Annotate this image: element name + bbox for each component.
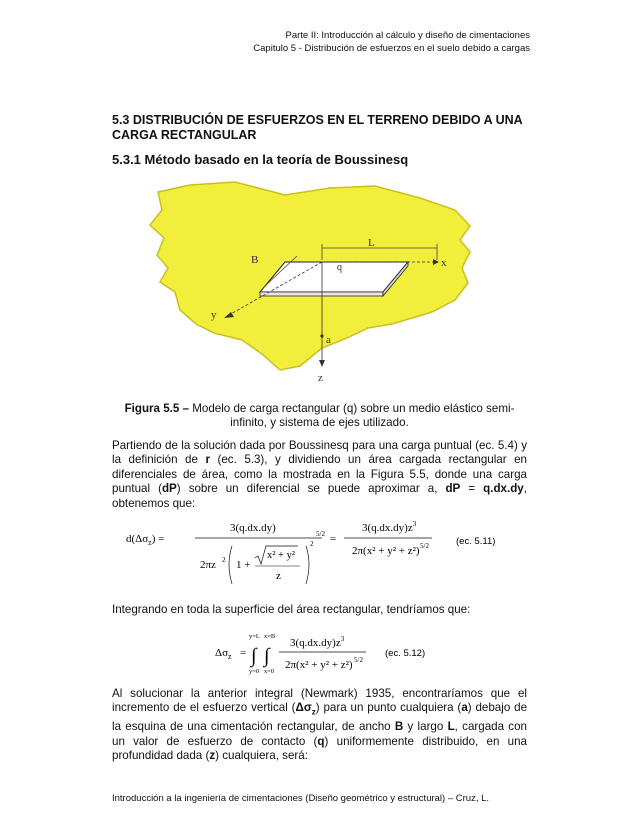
paragraph-2: Integrando en toda la superficie del área rectangular, tendríamos que: [112, 603, 471, 616]
paragraph-3 [112, 687, 527, 763]
eq1-sqrt-content: x² + y² [267, 550, 295, 561]
eq1-number: (ec. 5.11) [456, 536, 496, 547]
eq1-exp-outer: 5/2 [316, 530, 325, 538]
paragraph-1 [112, 439, 527, 511]
eq1-den1-b: 1 + [236, 559, 251, 571]
caption-text1: Modelo de carga rectangular (q) sobre un medio elástico semi- [189, 402, 515, 415]
eq1-den2: 2π(x² + y² + z²) [352, 545, 420, 557]
p3-q: q [317, 734, 325, 748]
p1-qdxdy: q.dx.dy [483, 482, 524, 496]
z-axis-arrow [319, 360, 325, 367]
label-q: q [337, 262, 342, 273]
equation-5-12 [0, 625, 638, 680]
label-a: a [326, 334, 331, 346]
p1-r: r [205, 453, 210, 467]
point-a [320, 334, 323, 337]
eq1-paren-left [229, 546, 232, 584]
p3-B: B [394, 720, 404, 734]
p3-text6: ) uniformemente distribuido, en una profundidad dada ( [112, 734, 527, 762]
eq1-equals: = [330, 533, 337, 545]
loaded-area-side [260, 292, 383, 296]
p1-dP2: dP [445, 482, 461, 496]
p1-dP: dP [161, 482, 177, 496]
eq2-den: 2π(x² + y² + z²) [285, 659, 353, 671]
p1-text1: Partiendo de la solución dada por Boussinesq para una carga puntual (ec. 5.4) y la definición de [112, 439, 527, 467]
eq2-integral2: ∫ [264, 645, 270, 667]
eq2-equals: = [240, 647, 247, 659]
p3-a: a [461, 701, 468, 715]
eq1-paren-right [306, 546, 309, 584]
p3-text1: Al solucionar la anterior integral (Newmark) 1935, encontraríamos que el incremento de el esfuerzo vertical ( [112, 687, 527, 715]
loaded-area-top [260, 262, 408, 292]
eq2-integral1: ∫ [251, 645, 257, 667]
p1-text3: ) sobre un diferencial se puede aproximar a, [176, 482, 446, 496]
subsection-title: 5.3.1 Método basado en la teoría de Boussinesq [112, 152, 409, 167]
p3-z: z [209, 748, 216, 762]
p1-text2: (ec. 5.3), y dividiendo un área cargada rectangular en diferenciales de área, como la mostrada en la Figura 5.5, donde una carga puntual ( [112, 453, 528, 496]
section-title-line2: CARGA RECTANGULAR [112, 128, 257, 142]
label-z: z [318, 372, 323, 384]
eq1-num1: 3(q.dx.dy) [230, 522, 276, 534]
p3-text7: ) cualquiera, será: [215, 748, 308, 762]
running-header-part: Parte II: Introducción al cálculo y diseño de cimentaciones [285, 30, 530, 41]
eq1-lhs: $d(\Delta\sigma_z)$ = [126, 533, 165, 547]
running-header-chapter: Capitulo 5 - Distribución de esfuerzos en el suelo debido a cargas [253, 43, 530, 54]
label-L: L [368, 237, 375, 249]
caption-line1 [112, 402, 527, 416]
section-title-line1: 5.3 DISTRIBUCIÓN DE ESFUERZOS EN EL TERRENO DEBIDO A UNA [112, 113, 523, 127]
eq2-lower2: x=0 [264, 668, 275, 675]
caption-label: Figura 5.5 – [124, 402, 189, 415]
label-y: y [211, 309, 217, 321]
figure-caption [112, 402, 527, 431]
eq2-number: (ec. 5.12) [385, 648, 426, 659]
eq2-den-exp: 5/2 [354, 656, 363, 664]
eq1-exp1: 2 [222, 556, 226, 564]
p1-text4: = [460, 482, 484, 496]
eq2-lhs: $\Delta\sigma_z$ [215, 647, 232, 661]
p3-text2: ) para un punto cualquiera ( [315, 701, 462, 715]
figure-rectangular-load [0, 0, 638, 400]
eq2-upper1: y=L [249, 633, 260, 640]
eq2-upper2: x=B [264, 633, 276, 640]
p3-delta-sigma: $\Delta\sigma_z$ [295, 701, 316, 717]
caption-line2: infinito, y sistema de ejes utilizado. [230, 416, 409, 430]
eq1-exp-2: 2 [310, 540, 314, 548]
page-footer: Introducción a la ingeniería de cimentaciones (Diseño geométrico y estructural) – Cruz, L. [112, 793, 490, 804]
label-x: x [441, 257, 447, 269]
p3-text5: , cargada con un valor de esfuerzo de contacto ( [112, 720, 527, 748]
eq2-num: $3(q.dx.dy)z^3$ [290, 635, 345, 649]
p3-text3: ) debajo de la esquina de una cimentación rectangular, de ancho [112, 701, 528, 734]
eq1-num2: $3(q.dx.dy)z^3$ [362, 520, 417, 534]
label-B: B [251, 254, 259, 266]
p1-text5: , obtenemos que: [112, 482, 527, 510]
equation-5-11 [0, 508, 638, 593]
eq1-den1-a: 2πz [200, 559, 216, 571]
p3-L: L [447, 720, 455, 734]
p3-text4: y largo [403, 720, 448, 734]
eq1-over-z: z [276, 570, 281, 582]
eq2-lower1: y=0 [249, 668, 260, 675]
eq1-den2-exp: 5/2 [420, 542, 429, 550]
